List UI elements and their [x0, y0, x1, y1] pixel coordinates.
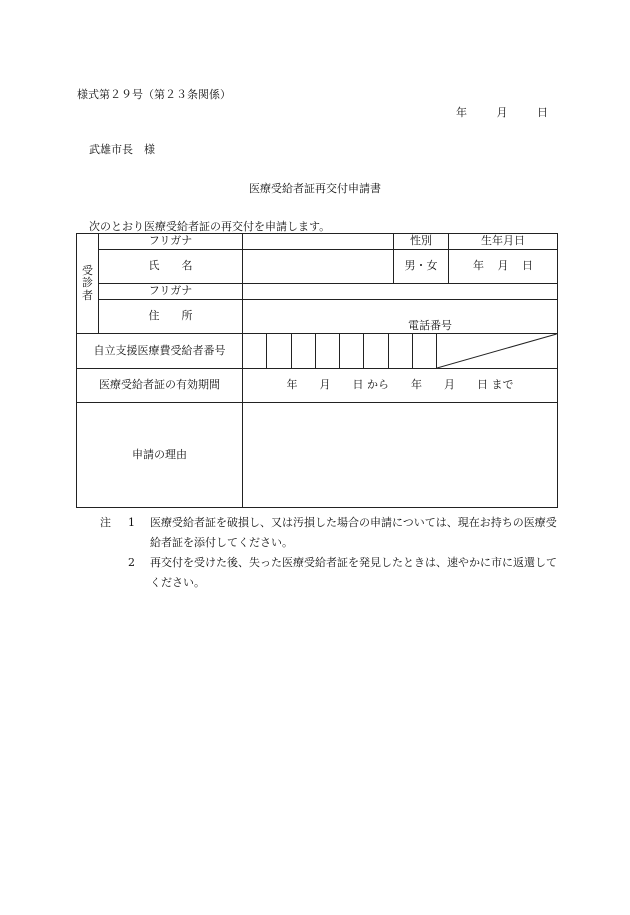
- digit-box[interactable]: [243, 334, 267, 368]
- addressee: 武雄市長 様: [89, 143, 155, 156]
- digit-box[interactable]: [413, 334, 437, 368]
- furigana-input[interactable]: [243, 234, 394, 250]
- date-month: 月: [496, 106, 508, 119]
- digit-box[interactable]: [364, 334, 388, 368]
- applicant-group-label: [77, 234, 99, 334]
- date-line: [430, 104, 548, 120]
- diagonal-line: [437, 334, 557, 368]
- name-input[interactable]: [243, 250, 394, 284]
- validity-period[interactable]: 年 月 日 から 年 月 日 まで: [243, 369, 558, 403]
- birthdate-field[interactable]: [449, 250, 558, 284]
- note-number: 2: [128, 556, 135, 569]
- birth-day: 日: [522, 259, 533, 273]
- validity-label: 医療受給者証の有効期間: [77, 369, 243, 403]
- intro-text: 次のとおり医療受給者証の再交付を申請します。: [89, 220, 331, 233]
- furigana-label: フリガナ: [99, 234, 243, 250]
- digit-box[interactable]: [316, 334, 340, 368]
- reason-label: 申請の理由: [77, 403, 243, 508]
- digit-box[interactable]: [340, 334, 364, 368]
- gender-value[interactable]: 男・女: [394, 250, 449, 284]
- digit-box[interactable]: [389, 334, 413, 368]
- digit-box[interactable]: [267, 334, 291, 368]
- gender-header: 性別: [394, 234, 449, 250]
- note-mark: 注: [100, 516, 111, 529]
- note-mark-spacer: [100, 553, 128, 593]
- date-year: 年: [456, 106, 467, 119]
- note-text: 再交付を受けた後、失った医療受給者証を発見したときは、速やかに市に返還してください。: [150, 556, 557, 589]
- note-item: [100, 513, 560, 553]
- digit-box[interactable]: [292, 334, 316, 368]
- furigana2-input[interactable]: [243, 284, 558, 300]
- date-day: 日: [537, 106, 548, 119]
- unused-area: [437, 334, 557, 368]
- document-title: 医療受給者証再交付申請書: [249, 182, 381, 195]
- applicant-char-2: 診: [82, 276, 93, 290]
- name-label: 氏 名: [99, 250, 243, 284]
- address-input[interactable]: [243, 300, 558, 334]
- phone-label: 電話番号: [408, 318, 452, 332]
- application-table: [76, 233, 558, 508]
- address-label: 住 所: [99, 300, 243, 334]
- birthdate-header: 生年月日: [449, 234, 558, 250]
- support-number-input[interactable]: [243, 334, 558, 369]
- applicant-char-1: 受: [82, 264, 93, 278]
- birth-year: 年: [473, 259, 484, 273]
- note-number: 1: [128, 516, 135, 529]
- reason-input[interactable]: [243, 403, 558, 508]
- notes-section: [100, 513, 560, 593]
- note-item: [100, 553, 560, 593]
- form-number: 様式第２９号（第２３条関係）: [77, 88, 231, 101]
- applicant-char-3: 者: [82, 288, 93, 302]
- note-text: 医療受給者証を破損し、又は汚損した場合の申請については、現在お持ちの医療受給者証を添付してください。: [150, 516, 557, 549]
- support-number-label: 自立支援医療費受給者番号: [77, 334, 243, 369]
- furigana2-label: フリガナ: [99, 284, 243, 300]
- birth-month: 月: [497, 259, 509, 273]
